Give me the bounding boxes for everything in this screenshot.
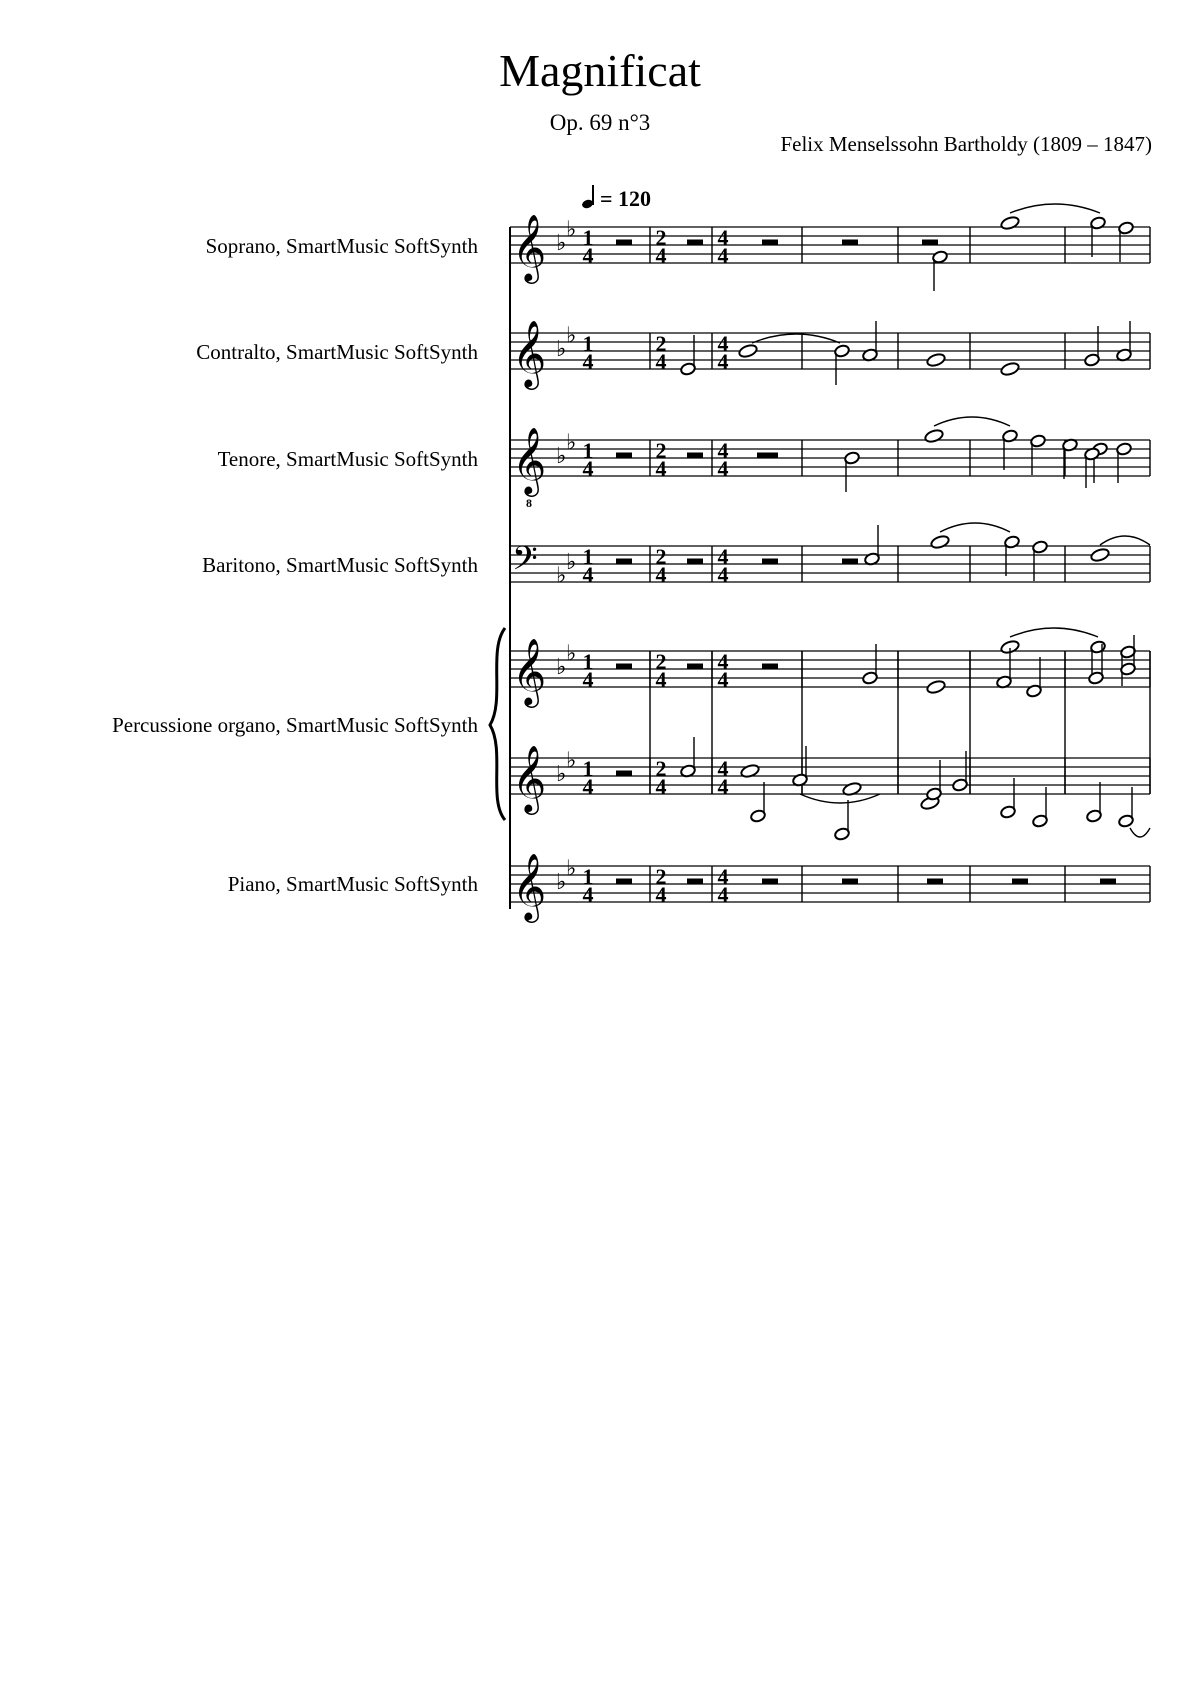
time-signature-denominator: 4	[582, 243, 594, 268]
time-signature-denominator: 4	[717, 667, 729, 692]
time-signature-numerator: 4	[717, 331, 729, 356]
time-signature-denominator: 4	[582, 562, 594, 587]
score-title: Magnificat	[499, 45, 701, 96]
tie	[800, 794, 880, 803]
time-signature-denominator: 4	[655, 562, 667, 587]
time-signature-numerator: 2	[655, 544, 667, 569]
time-signatures	[583, 225, 729, 907]
time-signature-numerator: 1	[582, 331, 594, 356]
note	[952, 751, 969, 792]
rest-icon	[757, 453, 773, 458]
rest-icon	[687, 453, 703, 458]
treble-clef-icon: 𝄞	[512, 744, 547, 812]
flat-icon: ♭	[556, 870, 567, 895]
treble-clef-icon: 𝄞	[512, 319, 547, 387]
rest-icon	[842, 559, 858, 564]
note	[930, 534, 950, 550]
time-signature-numerator: 1	[582, 649, 594, 674]
flat-icon: ♭	[556, 337, 567, 362]
time-signature-numerator: 4	[717, 225, 729, 250]
rest-icon	[1012, 879, 1028, 884]
flat-icon: ♭	[556, 231, 567, 256]
time-signature-denominator: 4	[717, 243, 729, 268]
time-signature-denominator: 4	[582, 774, 594, 799]
time-signature-denominator: 4	[655, 882, 667, 907]
clefs	[512, 213, 546, 923]
time-signature-numerator: 1	[582, 438, 594, 463]
flat-icon: ♭	[566, 856, 577, 882]
note	[932, 250, 949, 291]
flat-icon: ♭	[566, 748, 577, 774]
rest-icon	[762, 664, 778, 669]
time-signature-numerator: 2	[655, 649, 667, 674]
rest-icon	[842, 879, 858, 884]
note	[750, 782, 767, 823]
time-signature-numerator: 1	[582, 756, 594, 781]
rest-icon	[616, 453, 632, 458]
staff-label-piano: Piano, SmartMusic SoftSynth	[227, 872, 478, 896]
key-signatures	[556, 218, 576, 896]
tie	[1130, 828, 1150, 837]
rest-icon	[762, 240, 778, 245]
rest-icon	[762, 559, 778, 564]
time-signature-numerator: 4	[717, 864, 729, 889]
note	[926, 679, 946, 695]
note	[1030, 434, 1047, 475]
tie	[1010, 628, 1098, 637]
note	[1086, 782, 1103, 823]
time-signature-denominator: 4	[655, 349, 667, 374]
time-signature-numerator: 2	[655, 438, 667, 463]
time-signature-denominator: 4	[582, 456, 594, 481]
treble-clef-icon: 𝄞	[512, 213, 547, 281]
treble-clef-icon: 𝄞	[512, 426, 547, 494]
flat-icon: ♭	[566, 641, 577, 667]
note	[834, 344, 851, 385]
flat-icon: ♭	[556, 655, 567, 680]
time-signature-numerator: 4	[717, 649, 729, 674]
tie	[940, 523, 1010, 532]
flat-icon: ♭	[566, 430, 577, 456]
rest-icon	[922, 240, 938, 245]
rest-icon	[616, 240, 632, 245]
rest-icon	[842, 240, 858, 245]
bass-clef-icon: 𝄢	[512, 540, 538, 586]
staff-label-contralto: Contralto, SmartMusic SoftSynth	[196, 340, 478, 364]
time-signature-numerator: 1	[582, 864, 594, 889]
note	[680, 335, 697, 376]
score-subtitle: Op. 69 n°3	[549, 110, 651, 135]
note	[1116, 442, 1133, 483]
staff-label-organ: Percussione organo, SmartMusic SoftSynth	[112, 713, 478, 737]
rest-icon	[687, 240, 703, 245]
rest-icon	[687, 664, 703, 669]
rest-icon	[927, 879, 943, 884]
tie	[1100, 536, 1150, 545]
time-signature-denominator: 4	[717, 882, 729, 907]
note	[738, 343, 758, 359]
tempo-value: = 120	[600, 186, 652, 211]
tie	[1010, 204, 1100, 213]
staff-lines	[510, 227, 1150, 902]
staff-label-baritono: Baritono, SmartMusic SoftSynth	[202, 553, 478, 577]
treble-clef-icon: 𝄞	[512, 637, 547, 705]
time-signature-numerator: 1	[582, 544, 594, 569]
flat-icon: ♭	[556, 444, 567, 469]
note	[844, 451, 861, 492]
time-signature-numerator: 2	[655, 864, 667, 889]
time-signature-numerator: 4	[717, 756, 729, 781]
note	[1000, 215, 1020, 231]
time-signature-denominator: 4	[655, 667, 667, 692]
rest-icon	[762, 879, 778, 884]
note	[1084, 326, 1101, 367]
time-signature-denominator: 4	[655, 456, 667, 481]
note	[862, 644, 879, 685]
time-signature-denominator: 4	[717, 774, 729, 799]
time-signature-denominator: 4	[655, 243, 667, 268]
time-signature-denominator: 4	[582, 667, 594, 692]
treble-clef-icon: 𝄞	[512, 852, 547, 920]
rest-icon	[687, 879, 703, 884]
time-signature-numerator: 4	[717, 438, 729, 463]
time-signature-denominator: 4	[655, 774, 667, 799]
note	[924, 428, 944, 444]
note	[1000, 361, 1020, 377]
tie	[934, 417, 1010, 426]
notes	[680, 204, 1150, 841]
note	[1118, 787, 1135, 828]
time-signature-numerator: 2	[655, 756, 667, 781]
note	[926, 760, 943, 801]
time-signature-denominator: 4	[582, 882, 594, 907]
note	[1000, 778, 1017, 819]
flat-icon: ♭	[556, 762, 567, 787]
note	[1118, 221, 1135, 262]
note	[834, 800, 851, 841]
time-signature-denominator: 4	[717, 349, 729, 374]
grand-staff-brace	[490, 628, 505, 820]
note	[926, 352, 946, 368]
staff-label-soprano: Soprano, SmartMusic SoftSynth	[205, 234, 478, 258]
rest-icon	[616, 771, 632, 776]
rest-icon	[616, 664, 632, 669]
flat-icon: ♭	[566, 550, 577, 575]
rest-icon	[616, 559, 632, 564]
flat-icon: ♭	[556, 563, 567, 589]
time-signature-numerator: 2	[655, 225, 667, 250]
staff-label-tenore: Tenore, SmartMusic SoftSynth	[217, 447, 478, 471]
composer-credit: Felix Menselssohn Bartholdy (1809 – 1847)	[780, 132, 1152, 156]
note	[1032, 787, 1049, 828]
time-signature-numerator: 2	[655, 331, 667, 356]
rest-icon	[687, 559, 703, 564]
time-signature-denominator: 4	[717, 562, 729, 587]
octave-marker: 8	[526, 496, 532, 510]
time-signature-numerator: 1	[582, 225, 594, 250]
note	[1090, 547, 1110, 563]
flat-icon: ♭	[566, 323, 577, 349]
flat-icon: ♭	[566, 217, 577, 243]
time-signature-denominator: 4	[582, 349, 594, 374]
time-signature-denominator: 4	[717, 456, 729, 481]
rest-icon	[1100, 879, 1116, 884]
time-signature-numerator: 4	[717, 544, 729, 569]
rest-icon	[616, 879, 632, 884]
note	[1032, 540, 1049, 581]
